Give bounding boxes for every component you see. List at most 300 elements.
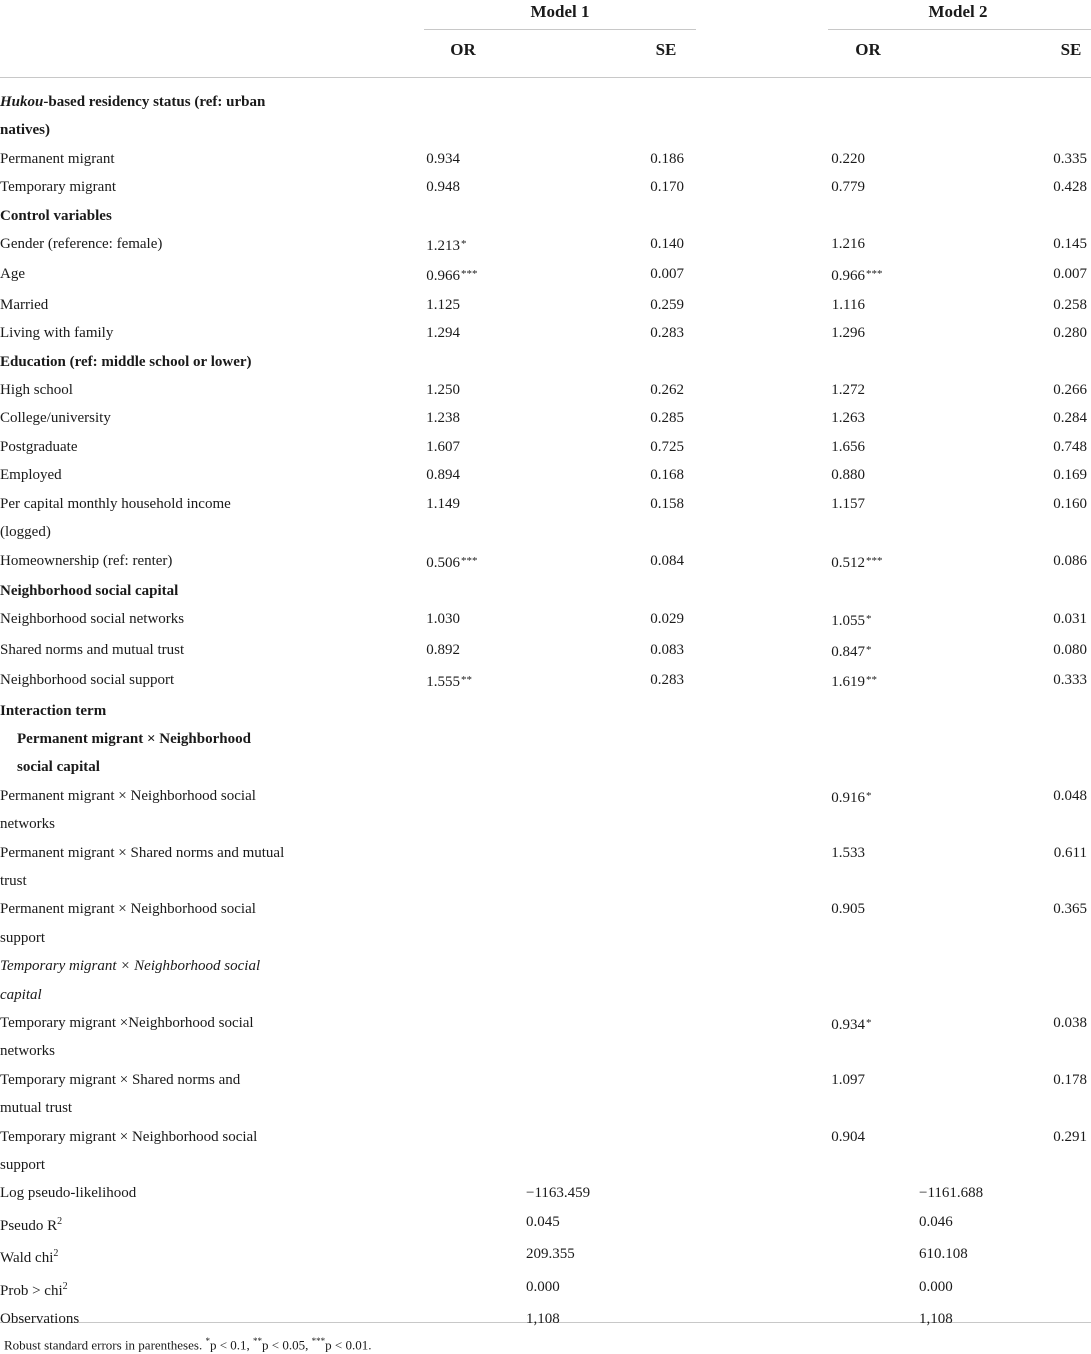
or-value: 0.894 bbox=[426, 467, 460, 484]
table-row bbox=[0, 348, 1091, 376]
model2-se-value bbox=[1044, 145, 1091, 173]
model2-se-value bbox=[1044, 433, 1091, 461]
or-value: 1.533 bbox=[831, 844, 865, 861]
model2-se-value bbox=[1044, 725, 1091, 782]
model2-se-value bbox=[1044, 404, 1091, 432]
stat-label bbox=[0, 1179, 285, 1207]
model2-or-value bbox=[684, 291, 1044, 319]
table-row bbox=[0, 1009, 1091, 1066]
model1-or-value bbox=[285, 202, 638, 230]
or-value: 1.238 bbox=[426, 410, 460, 427]
model2-se-value bbox=[1044, 697, 1091, 725]
se-value: 0.140 bbox=[650, 236, 684, 253]
row-label-text: Gender (reference: female) bbox=[0, 236, 163, 253]
model2-se-value bbox=[1044, 202, 1091, 230]
row-label bbox=[0, 577, 285, 605]
or-value: 1.216 bbox=[831, 236, 865, 253]
model1-or-value bbox=[285, 433, 638, 461]
model1-or-value bbox=[285, 895, 638, 952]
se-value: 0.284 bbox=[1053, 410, 1087, 427]
se-value: 0.007 bbox=[650, 266, 684, 283]
model2-or-value bbox=[684, 782, 1044, 839]
or-value: 1.097 bbox=[831, 1071, 865, 1088]
se-value: 0.158 bbox=[650, 495, 684, 512]
table-row bbox=[0, 952, 1091, 1009]
significance-stars: * bbox=[866, 613, 872, 626]
model1-or-value bbox=[285, 260, 638, 290]
model1-se-value bbox=[638, 230, 684, 260]
model2-or-value bbox=[684, 1123, 1044, 1180]
se-value: 0.333 bbox=[1053, 672, 1087, 689]
se-value: 0.266 bbox=[1053, 382, 1087, 399]
row-label bbox=[0, 490, 285, 547]
table-row bbox=[0, 291, 1091, 319]
model2-se-value bbox=[1044, 952, 1091, 1009]
significance-stars: ** bbox=[461, 674, 472, 687]
model1-or-value bbox=[285, 88, 638, 145]
table-row bbox=[0, 1066, 1091, 1123]
se-value: 0.145 bbox=[1053, 236, 1087, 253]
model2-se-value bbox=[1044, 839, 1091, 896]
table-footnote: Robust standard errors in parentheses. *p < 0.1, **p < 0.05, ***p < 0.01. bbox=[4, 1336, 372, 1353]
row-label-text: Interaction term bbox=[0, 702, 107, 719]
model1-or-value bbox=[285, 145, 638, 173]
model1-se-value bbox=[638, 725, 684, 782]
or-value: 1.157 bbox=[831, 495, 865, 512]
stat-label-text: Observations bbox=[0, 1311, 80, 1328]
stat-label bbox=[0, 1240, 285, 1272]
model2-or-value bbox=[684, 1066, 1044, 1123]
row-label bbox=[0, 725, 285, 782]
model2-or-value bbox=[684, 376, 1044, 404]
model2-se-value bbox=[1044, 319, 1091, 347]
row-label-text: Married bbox=[0, 296, 49, 313]
row-label bbox=[0, 636, 285, 666]
se-value: 0.168 bbox=[650, 467, 684, 484]
or-value: 0.506 bbox=[426, 554, 460, 571]
model1-or-value bbox=[285, 839, 638, 896]
stat-row bbox=[0, 1179, 1091, 1207]
row-label-text: Education (ref: middle school or lower) bbox=[0, 353, 252, 370]
table-row bbox=[0, 725, 1091, 782]
model1-se-value bbox=[638, 260, 684, 290]
model1-se-value bbox=[638, 173, 684, 201]
model2-se-header: SE bbox=[1060, 40, 1082, 59]
or-value: 1.294 bbox=[426, 325, 460, 342]
se-value: 0.038 bbox=[1053, 1015, 1087, 1031]
model2-se-value bbox=[1044, 782, 1091, 839]
row-label bbox=[0, 291, 285, 319]
row-label-text: Postgraduate bbox=[0, 438, 78, 455]
se-value: 0.178 bbox=[1053, 1071, 1087, 1088]
se-value: 0.007 bbox=[1053, 266, 1087, 283]
model2-or-value bbox=[684, 230, 1044, 260]
or-value: 0.948 bbox=[426, 179, 460, 196]
model1-or-value bbox=[285, 348, 638, 376]
model1-or-value bbox=[285, 605, 638, 635]
se-value: 0.283 bbox=[650, 325, 684, 342]
row-label bbox=[0, 461, 285, 489]
model2-se-value bbox=[1044, 88, 1091, 145]
table-row bbox=[0, 895, 1091, 952]
table-row bbox=[0, 88, 1091, 145]
se-value: 0.031 bbox=[1053, 611, 1087, 628]
significance-stars: *** bbox=[461, 554, 478, 567]
row-label-text: Temporary migrant × Neighborhood social support bbox=[0, 1128, 258, 1174]
se-value: 0.186 bbox=[650, 150, 684, 167]
stat-label bbox=[0, 1273, 285, 1305]
model2-or-value bbox=[684, 605, 1044, 635]
row-label bbox=[0, 605, 285, 635]
row-label-text: Permanent migrant × Neighborhood social support bbox=[0, 901, 256, 946]
model2-stat-value bbox=[684, 1208, 1091, 1240]
stat-label bbox=[0, 1305, 285, 1333]
row-label bbox=[0, 319, 285, 347]
model1-stat-value bbox=[285, 1305, 684, 1333]
row-label bbox=[0, 895, 285, 952]
stat-label-text: Pseudo R bbox=[0, 1217, 58, 1234]
significance-stars: * bbox=[866, 789, 872, 802]
model1-se-value bbox=[638, 952, 684, 1009]
se-value: 0.048 bbox=[1053, 787, 1087, 804]
or-value: 1.555 bbox=[426, 674, 460, 691]
model1-or-value bbox=[285, 291, 638, 319]
model1-or-value bbox=[285, 697, 638, 725]
se-value: 0.080 bbox=[1053, 641, 1087, 658]
row-label-text: Employed bbox=[0, 467, 62, 484]
or-value: 1.272 bbox=[831, 382, 865, 399]
row-label-text: High school bbox=[0, 382, 73, 399]
row-label bbox=[0, 839, 285, 896]
table-row bbox=[0, 1123, 1091, 1180]
stat-value: 1,108 bbox=[919, 1311, 953, 1328]
or-value: 0.934 bbox=[831, 1017, 865, 1033]
model2-or-value bbox=[684, 666, 1044, 696]
model2-or-value bbox=[684, 697, 1044, 725]
se-value: 0.262 bbox=[650, 382, 684, 399]
model1-se-value bbox=[638, 1123, 684, 1180]
or-value: 1.116 bbox=[831, 296, 865, 313]
model2-or-value bbox=[684, 348, 1044, 376]
table-row bbox=[0, 230, 1091, 260]
model2-or-value bbox=[684, 260, 1044, 290]
row-label bbox=[0, 697, 285, 725]
model1-or-value bbox=[285, 376, 638, 404]
model2-se-value bbox=[1044, 1009, 1091, 1066]
model1-or-value bbox=[285, 1066, 638, 1123]
model1-se-value bbox=[638, 577, 684, 605]
or-value: 1.250 bbox=[426, 382, 460, 399]
model2-or-value bbox=[684, 895, 1044, 952]
row-label-text: Permanent migrant × Neighborhood social networks bbox=[0, 787, 256, 833]
model2-or-value bbox=[684, 88, 1044, 145]
model2-or-value bbox=[684, 145, 1044, 173]
se-value: 0.086 bbox=[1053, 552, 1087, 569]
se-value: 0.611 bbox=[1053, 844, 1087, 861]
row-label-text: Temporary migrant ×Neighborhood social networks bbox=[0, 1015, 254, 1060]
stat-row bbox=[0, 1273, 1091, 1305]
model2-or-value bbox=[684, 636, 1044, 666]
model1-stat-value bbox=[285, 1240, 684, 1272]
or-value: 1.213 bbox=[426, 238, 460, 255]
model1-se-value bbox=[638, 1009, 684, 1066]
stat-label bbox=[0, 1208, 285, 1240]
model2-se-value bbox=[1044, 1123, 1091, 1180]
model1-se-value bbox=[638, 202, 684, 230]
row-label bbox=[0, 202, 285, 230]
model2-stat-value bbox=[684, 1305, 1091, 1333]
model1-se-value bbox=[638, 433, 684, 461]
model1-se-value bbox=[638, 839, 684, 896]
model1-or-value bbox=[285, 1009, 638, 1066]
significance-stars: ** bbox=[866, 674, 877, 687]
model1-or-value bbox=[285, 230, 638, 260]
row-label-text: Hukou-based residency status (ref: urban natives) bbox=[0, 94, 266, 139]
or-value: 0.880 bbox=[831, 467, 865, 484]
row-label-text: Temporary migrant × Neighborhood social capital bbox=[0, 958, 261, 1003]
model2-or-value bbox=[684, 1009, 1044, 1066]
table-row bbox=[0, 202, 1091, 230]
se-value: 0.285 bbox=[650, 410, 684, 427]
model2-se-value bbox=[1044, 605, 1091, 635]
superscript: 2 bbox=[62, 1280, 68, 1292]
model2-header: Model 2 bbox=[928, 2, 988, 21]
model2-se-value bbox=[1044, 260, 1091, 290]
row-label bbox=[0, 1009, 285, 1066]
model1-or-value bbox=[285, 666, 638, 696]
or-value: 0.966 bbox=[426, 268, 460, 285]
table-row bbox=[0, 666, 1091, 696]
or-value: 0.847 bbox=[831, 643, 865, 660]
model2-or-value bbox=[684, 952, 1044, 1009]
model1-se-value bbox=[638, 291, 684, 319]
model1-se-value bbox=[638, 547, 684, 577]
or-value: 1.030 bbox=[426, 611, 460, 628]
model2-or-value bbox=[684, 725, 1044, 782]
se-value: 0.283 bbox=[650, 672, 684, 689]
model2-se-value bbox=[1044, 636, 1091, 666]
table-row bbox=[0, 173, 1091, 201]
model2-se-value bbox=[1044, 547, 1091, 577]
model1-or-value bbox=[285, 461, 638, 489]
table-row bbox=[0, 490, 1091, 547]
table-row bbox=[0, 260, 1091, 290]
se-value: 0.160 bbox=[1053, 495, 1087, 512]
se-value: 0.259 bbox=[650, 296, 684, 313]
model2-se-value bbox=[1044, 1066, 1091, 1123]
se-value: 0.258 bbox=[1053, 296, 1087, 313]
row-label-text: Control variables bbox=[0, 207, 112, 224]
model2-stat-value bbox=[684, 1179, 1091, 1207]
row-label bbox=[0, 1123, 285, 1180]
row-label bbox=[0, 260, 285, 290]
table-row bbox=[0, 433, 1091, 461]
model2-header-rule bbox=[828, 29, 1091, 30]
model1-or-value bbox=[285, 319, 638, 347]
significance-stars: *** bbox=[866, 268, 883, 281]
stat-value: 1,108 bbox=[526, 1311, 560, 1328]
row-label-text: Permanent migrant × Neighborhood social capital bbox=[17, 730, 251, 776]
table-row bbox=[0, 404, 1091, 432]
table-row bbox=[0, 376, 1091, 404]
model2-se-value bbox=[1044, 461, 1091, 489]
se-value: 0.365 bbox=[1053, 901, 1087, 918]
superscript: 2 bbox=[57, 1215, 63, 1227]
row-label-text: Permanent migrant × Shared norms and mutual trust bbox=[0, 844, 285, 889]
or-value: 1.125 bbox=[426, 296, 460, 313]
model2-or-value bbox=[684, 404, 1044, 432]
table-row bbox=[0, 577, 1091, 605]
row-label-text: Homeownership (ref: renter) bbox=[0, 552, 173, 569]
model2-or-value bbox=[684, 461, 1044, 489]
se-value: 0.169 bbox=[1053, 467, 1087, 484]
or-value: 0.916 bbox=[831, 789, 865, 806]
se-value: 0.748 bbox=[1053, 438, 1087, 455]
model1-or-value bbox=[285, 1123, 638, 1180]
model1-se-value bbox=[638, 895, 684, 952]
row-label bbox=[0, 547, 285, 577]
table-row bbox=[0, 839, 1091, 896]
model1-se-value bbox=[638, 145, 684, 173]
se-value: 0.084 bbox=[650, 552, 684, 569]
table-row bbox=[0, 319, 1091, 347]
row-label bbox=[0, 376, 285, 404]
se-value: 0.428 bbox=[1053, 179, 1087, 196]
table-row bbox=[0, 605, 1091, 635]
row-label-text: Shared norms and mutual trust bbox=[0, 641, 185, 658]
se-value: 0.170 bbox=[650, 179, 684, 196]
stat-row bbox=[0, 1208, 1091, 1240]
row-label bbox=[0, 404, 285, 432]
or-value: 1.263 bbox=[831, 410, 865, 427]
model1-or-value bbox=[285, 404, 638, 432]
table-row bbox=[0, 547, 1091, 577]
model1-stat-value bbox=[285, 1273, 684, 1305]
row-label-text: College/university bbox=[0, 410, 111, 427]
model2-se-value bbox=[1044, 291, 1091, 319]
row-label bbox=[0, 782, 285, 839]
model2-se-value bbox=[1044, 895, 1091, 952]
model1-or-value bbox=[285, 782, 638, 839]
stat-value: 0.000 bbox=[919, 1278, 953, 1295]
se-value: 0.083 bbox=[650, 641, 684, 658]
row-label bbox=[0, 666, 285, 696]
or-value: 1.656 bbox=[831, 438, 865, 455]
table-row bbox=[0, 461, 1091, 489]
se-value: 0.335 bbox=[1053, 150, 1087, 167]
model1-se-value bbox=[638, 376, 684, 404]
row-label-text: Neighborhood social capital bbox=[0, 582, 179, 599]
model2-stat-value bbox=[684, 1273, 1091, 1305]
model2-stat-value bbox=[684, 1240, 1091, 1272]
model2-or-value bbox=[684, 547, 1044, 577]
table-row bbox=[0, 782, 1091, 839]
model1-se-value bbox=[638, 319, 684, 347]
or-value: 0.934 bbox=[426, 150, 460, 167]
model1-se-value bbox=[638, 636, 684, 666]
row-label bbox=[0, 1066, 285, 1123]
model1-or-value bbox=[285, 490, 638, 547]
or-value: 1.055 bbox=[831, 613, 865, 630]
row-label-text: Living with family bbox=[0, 325, 114, 342]
stat-label-text: Wald chi bbox=[0, 1250, 54, 1267]
row-label-text: Permanent migrant bbox=[0, 150, 115, 167]
model2-se-value bbox=[1044, 173, 1091, 201]
model2-se-value bbox=[1044, 348, 1091, 376]
row-label bbox=[0, 88, 285, 145]
model1-se-value bbox=[638, 605, 684, 635]
superscript: 2 bbox=[53, 1248, 59, 1260]
row-label-text: Neighborhood social networks bbox=[0, 611, 185, 628]
or-value: 1.149 bbox=[426, 495, 460, 512]
model1-se-value bbox=[638, 490, 684, 547]
or-value: 0.892 bbox=[426, 641, 460, 658]
stat-value: −1163.459 bbox=[526, 1185, 591, 1202]
stat-value: 0.045 bbox=[526, 1213, 560, 1230]
model1-se-value bbox=[638, 404, 684, 432]
se-value: 0.029 bbox=[650, 611, 684, 628]
row-label bbox=[0, 145, 285, 173]
model2-or-value bbox=[684, 319, 1044, 347]
model2-or-value bbox=[684, 490, 1044, 547]
model2-or-header: OR bbox=[855, 40, 881, 59]
stat-value: −1161.688 bbox=[919, 1185, 984, 1202]
or-value: 1.296 bbox=[831, 325, 865, 342]
significance-stars: * bbox=[866, 643, 872, 656]
table-row bbox=[0, 145, 1091, 173]
model1-se-header: SE bbox=[655, 40, 677, 59]
stat-row bbox=[0, 1305, 1091, 1333]
or-value: 1.619 bbox=[831, 674, 865, 691]
header-bottom-rule bbox=[0, 77, 1091, 78]
significance-stars: * bbox=[866, 1017, 872, 1029]
model1-se-value bbox=[638, 697, 684, 725]
stat-value: 209.355 bbox=[526, 1246, 575, 1263]
model2-or-value bbox=[684, 202, 1044, 230]
model2-se-value bbox=[1044, 666, 1091, 696]
significance-stars: *** bbox=[866, 554, 883, 567]
or-value: 0.966 bbox=[831, 268, 865, 285]
row-label bbox=[0, 230, 285, 260]
model2-or-value bbox=[684, 839, 1044, 896]
model1-or-value bbox=[285, 547, 638, 577]
model1-or-header: OR bbox=[450, 40, 476, 59]
or-value: 0.779 bbox=[831, 179, 865, 196]
or-value: 0.220 bbox=[831, 150, 865, 167]
model1-header-rule bbox=[424, 29, 696, 30]
stat-value: 0.000 bbox=[526, 1278, 560, 1295]
model2-or-value bbox=[684, 433, 1044, 461]
stat-value: 0.046 bbox=[919, 1213, 953, 1230]
model2-se-value bbox=[1044, 577, 1091, 605]
se-value: 0.725 bbox=[650, 438, 684, 455]
row-label bbox=[0, 433, 285, 461]
stat-label-text: Log pseudo-likelihood bbox=[0, 1185, 137, 1202]
stat-row bbox=[0, 1240, 1091, 1272]
regression-table bbox=[0, 88, 1091, 1333]
table-row bbox=[0, 636, 1091, 666]
significance-stars: * bbox=[461, 238, 467, 251]
model1-or-value bbox=[285, 577, 638, 605]
or-value: 0.905 bbox=[831, 901, 865, 918]
or-value: 0.904 bbox=[831, 1128, 865, 1145]
model1-header: Model 1 bbox=[530, 2, 590, 21]
model1-se-value bbox=[638, 461, 684, 489]
model2-se-value bbox=[1044, 230, 1091, 260]
model2-or-value bbox=[684, 173, 1044, 201]
model2-se-value bbox=[1044, 376, 1091, 404]
table-row bbox=[0, 697, 1091, 725]
